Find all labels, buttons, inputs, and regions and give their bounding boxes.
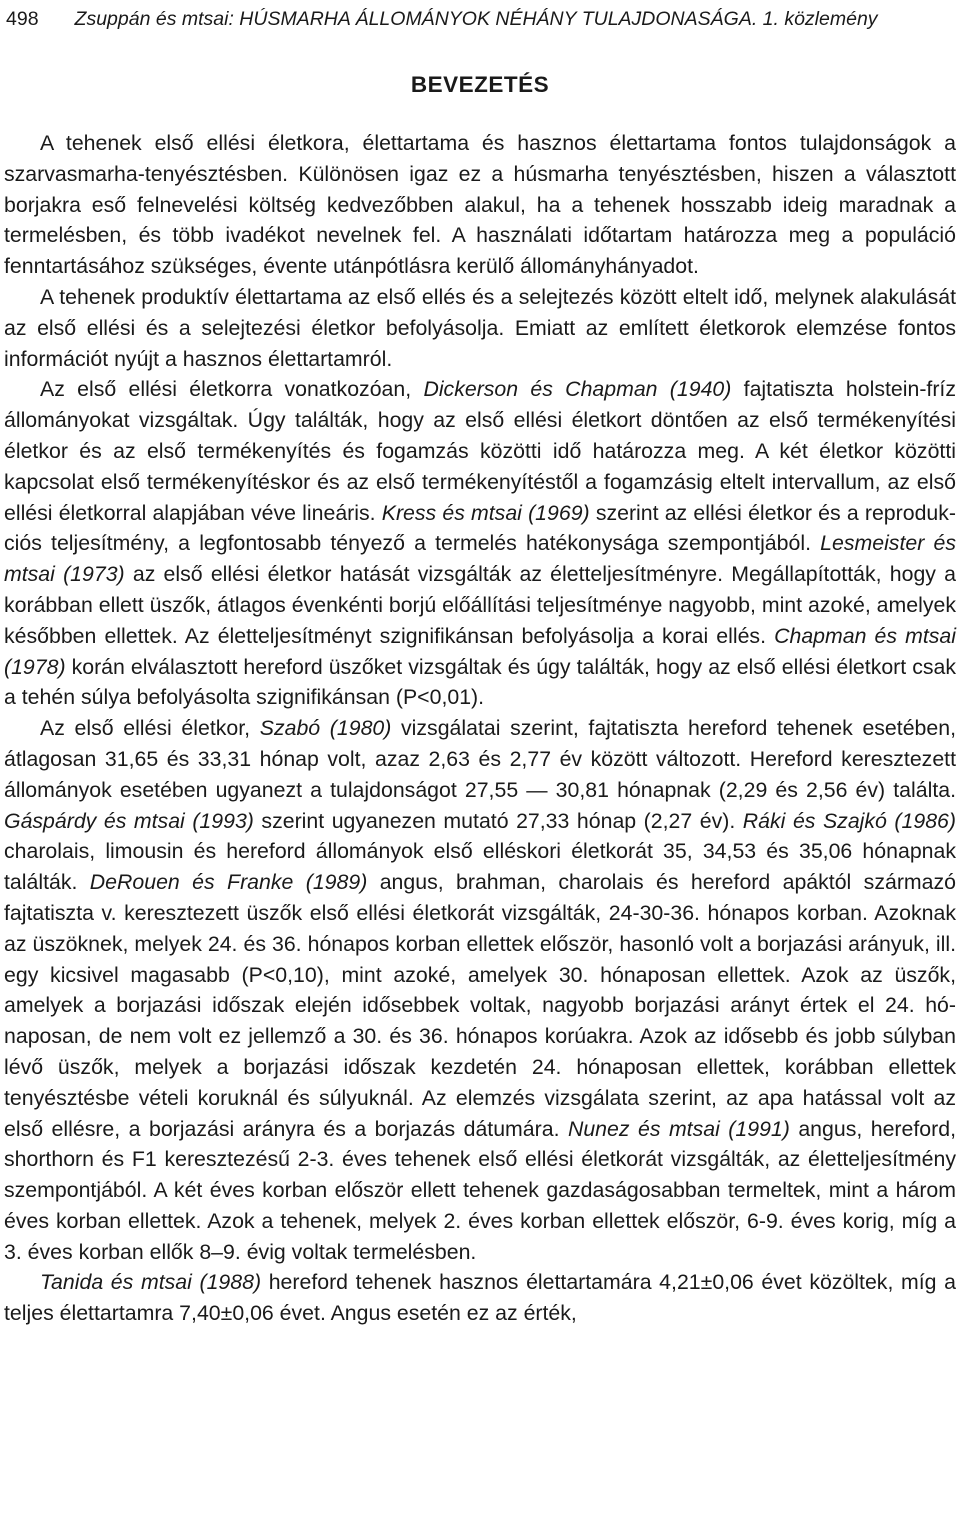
text-run: A tehenek első ellési életkora, élettartama és hasznos élettartama fontos tulajdonságok a szarvasmarha-tenyésztésben. Különösen igaz ez a húsmarha tenyésztésben, hiszen a választott borjakra eső felnevelési költség kedvezőbben alakul, ha a tehenek hosszabb ideig maradnak a termelésben, és több ivadékot nevelnek fel. A használati időtartam határozza meg a populáció fenntartásához szükséges, évente utánpótlásra kerülő állományhányadot. xyxy=(4,131,956,279)
citation: Tanida és mtsai (1988) xyxy=(40,1270,262,1295)
page-header xyxy=(6,6,954,32)
citation: Szabó (1980) xyxy=(259,716,392,741)
text-run: fajtatiszta holstein-fríz állományokat vizsgáltak. Úgy találták, hogy az első ellési életkort döntően az első termékenyítési életkor és az első termékenyítés és fogamzás közötti idő határozza meg. A két életkor közötti kapcsolat első termékenyítéskor és az első termékenyítéstől a fogamzásig eltelt intervallum, az első ellési életkorral alapjában véve lineáris. xyxy=(4,377,956,525)
paragraph xyxy=(4,282,956,374)
text-run: Az első ellési életkorra vonatkozóan, xyxy=(40,377,424,402)
citation: Dickerson és Chapman (1940) xyxy=(423,377,732,402)
page-number: 498 xyxy=(6,8,39,30)
paragraph xyxy=(4,1267,956,1329)
body-text xyxy=(4,128,956,1329)
text-run: az első ellési életkor hatását vizsgálták az életteljesítményre. Megállapították, hogy a korábban ellett üszők, átlagos évenkénti borjú előállítási teljesítménye nagyobb, mint azoké, amelyek későbben ellettek. Az életteljesítményt szignifikánsan befolyásolja a korai ellés. xyxy=(4,562,956,648)
citation: Gáspárdy és mtsai (1993) xyxy=(4,808,254,833)
text-run: A tehenek produktív élettartama az első ellés és a selejtezés között eltelt idő, melynek alakulását az első ellési és a selejtezési életkor befolyásolja. Emiatt az említett életkorok elemzése fontos információt nyújt a hasznos élettartamról. xyxy=(4,284,956,371)
text-run: szerint ugyanezen mutató 27,33 hónap (2,27 év). xyxy=(253,808,743,833)
paragraph xyxy=(4,374,956,713)
citation: Lesmeister és mtsai (1973) xyxy=(4,531,956,587)
citation: Kress és mtsai (1969) xyxy=(381,500,590,525)
text-run: angus, brahman, charolais és hereford apáktól származó fajtatiszta v. keresztezett üszők első ellési életkorát vizsgálták, 24-30-36. hónapos korban. Azoknak az üszöknek, melyek 24. és 36. hónapos korban ellettek először, hasonló volt a borjazási arányuk, ill. egy kicsivel magasabb (P<0,10), mint azoké, amelyek 30. hónaposan ellettek. Azok az üszők, amelyek a borjazási időszak elején idősebbek voltak, nagyobb borjazási arányt értek el 24. hónaposan, de nem volt ez jellemző a 30. és 36. hónapos korúakra. Azok az idősebb és jobb súlyban lévő üszők, melyek a borjazási időszak kezdetén 24. hónaposan ellettek, korábban ellettek tenyésztésbe vételi koruknál és súlyuknál. Az elemzés vizsgálata szerint, az apa hatással volt az első ellésre, a borjazási arányra és a borjazás dátumára. xyxy=(4,870,956,1141)
paragraph xyxy=(4,713,956,1267)
citation: Nunez és mtsai (1991) xyxy=(567,1116,790,1141)
text-run: szerint az ellési életkor és a reprodukciós teljesítmény, a legfontosabb tényező a termelés hatékonysága szempontjából. xyxy=(4,500,957,556)
section-title: BEVEZETÉS xyxy=(410,72,550,97)
citation: Chapman és mtsai (1978) xyxy=(4,623,956,679)
citation: DeRouen és Franke (1989) xyxy=(89,870,368,895)
text-run: Az első ellési életkor, xyxy=(40,716,260,741)
citation: Ráki és Szajkó (1986) xyxy=(742,808,956,833)
paragraph xyxy=(4,128,956,282)
text-run: vizsgálatai szerint, fajtatiszta hereford tehenek esetében, átlagosan 31,65 és 33,31 hónap volt, azaz 2,63 és 2,77 év között változott. Hereford keresztezett állományok esetében ugyanezt a tulajdonságot 27,55 — 30,81 hónapnak (2,29 és 2,56 év) találta. xyxy=(4,716,956,802)
text-run: hereford tehenek hasznos élettartamára 4,21±0,06 évet közöltek, míg a teljes élettartamra 7,40±0,06 évet. Angus esetén ez az érték, xyxy=(4,1270,956,1326)
text-run: charolais, limousin és hereford állományok első elléskori életkorát 35, 34,53 és 35,06 hónapnak találták. xyxy=(4,839,956,895)
running-title: Zsuppán és mtsai: HÚSMARHA ÁLLOMÁNYOK NÉHÁNY TULAJDONASÁGA. 1. közlemény xyxy=(74,8,878,30)
text-run: korán elválasztott hereford üszőket vizsgáltak és úgy találták, hogy az első ellési életkort csak a tehén súlya befolyásolta szignifikánsan (P<0,01). xyxy=(4,654,956,710)
text-run: angus, hereford, shorthorn és F1 keresztezésű 2-3. éves tehenek első ellési életkorát vizsgálták, az életteljesítmény szempontjából. A két éves korban először ellett tehenek gazdaságosabban termeltek, mint a három éves korban ellettek. Azok a tehenek, melyek 2. éves korban ellettek először, 6-9. éves korig, míg a 3. éves korban ellők 8–9. évig voltak termelésben. xyxy=(4,1116,956,1264)
